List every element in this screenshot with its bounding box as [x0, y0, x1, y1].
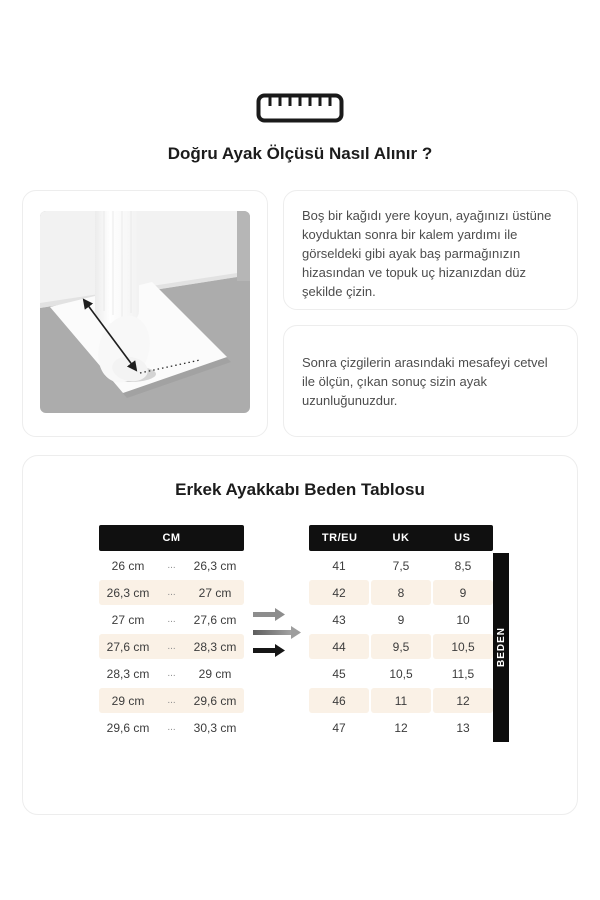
intl-table-row — [309, 580, 493, 605]
cm-table-row — [99, 580, 244, 605]
cm-table-body — [99, 553, 244, 740]
cm-table-row — [99, 688, 244, 713]
cm-to-value: 28,3 cm — [193, 639, 237, 654]
step-1-text: Boş bir kağıdı yere koyun, ayağınızı üstüne koyduktan sonra bir kalem yardımı ile görseldeki gibi ayak baş parmağınızın hizasından ve topuk uç hizanızdan düz şekilde çizin. — [302, 208, 552, 299]
us-value: 11,5 — [433, 661, 493, 686]
uk-value: 10,5 — [371, 661, 431, 686]
cm-range-separator: ... — [167, 614, 176, 625]
cm-from-value: 26 cm — [111, 558, 145, 573]
col-header-uk: UK — [392, 532, 410, 544]
tr-eu-value: 42 — [309, 580, 369, 605]
cm-to-value: 29 cm — [198, 666, 232, 681]
cm-range-separator: ... — [167, 722, 176, 733]
foot-measure-photo — [40, 211, 250, 413]
cm-from-value: 26,3 cm — [106, 585, 150, 600]
cm-range-separator: ... — [167, 641, 176, 652]
uk-value: 8 — [371, 580, 431, 605]
step-2-text: Sonra çizgilerin arasındaki mesafeyi cetvel ile ölçün, çıkan sonuç sizin ayak uzunluğunuzdur. — [302, 354, 548, 408]
cm-table-row — [99, 553, 244, 578]
us-value: 10,5 — [433, 634, 493, 659]
cm-range-separator: ... — [167, 695, 176, 706]
uk-value: 11 — [371, 688, 431, 713]
intl-table-body — [309, 553, 493, 740]
step-1-box — [283, 190, 578, 310]
cm-to-value: 30,3 cm — [193, 720, 237, 735]
intl-table-header — [309, 525, 493, 551]
step-2-box — [283, 325, 578, 437]
intl-table-row — [309, 553, 493, 578]
cm-from-value: 27,6 cm — [106, 639, 150, 654]
cm-to-value: 27 cm — [198, 585, 232, 600]
intl-table-row — [309, 607, 493, 632]
intl-table-row — [309, 661, 493, 686]
cm-table — [99, 525, 244, 742]
intl-table-row — [309, 634, 493, 659]
uk-value: 7,5 — [371, 553, 431, 578]
beden-side-bar — [493, 553, 509, 742]
cm-table-header: CM — [99, 525, 244, 551]
cm-table-row — [99, 607, 244, 632]
cm-from-value: 29,6 cm — [106, 720, 150, 735]
us-value: 10 — [433, 607, 493, 632]
size-table-title: Erkek Ayakkabı Beden Tablosu — [175, 480, 425, 499]
tr-eu-value: 46 — [309, 688, 369, 713]
cm-range-separator: ... — [167, 560, 176, 571]
cm-from-value: 27 cm — [111, 612, 145, 627]
ruler-icon — [256, 93, 344, 123]
col-header-tr-eu: TR/EU — [321, 532, 358, 544]
us-value: 12 — [433, 688, 493, 713]
page-title: Doğru Ayak Ölçüsü Nasıl Alınır ? — [167, 144, 433, 163]
tr-eu-value: 47 — [309, 715, 369, 740]
cm-table-row — [99, 661, 244, 686]
tr-eu-value: 44 — [309, 634, 369, 659]
transfer-arrows-icon — [251, 606, 309, 660]
tr-eu-value: 41 — [309, 553, 369, 578]
col-header-us: US — [454, 532, 471, 544]
us-value: 13 — [433, 715, 493, 740]
intl-table-row — [309, 715, 493, 740]
us-value: 9 — [433, 580, 493, 605]
cm-table-row — [99, 715, 244, 740]
cm-from-value: 28,3 cm — [106, 666, 150, 681]
cm-from-value: 29 cm — [111, 693, 145, 708]
intl-size-table — [309, 525, 493, 742]
cm-to-value: 29,6 cm — [193, 693, 237, 708]
cm-to-value: 26,3 cm — [193, 558, 237, 573]
cm-range-separator: ... — [167, 668, 176, 679]
intl-table-row — [309, 688, 493, 713]
size-table-card — [22, 455, 578, 815]
us-value: 8,5 — [433, 553, 493, 578]
uk-value: 9,5 — [371, 634, 431, 659]
cm-table-row — [99, 634, 244, 659]
foot-measure-photo-card — [22, 190, 268, 437]
tr-eu-value: 43 — [309, 607, 369, 632]
cm-to-value: 27,6 cm — [193, 612, 237, 627]
uk-value: 12 — [371, 715, 431, 740]
beden-label: BEDEN — [495, 627, 507, 668]
cm-range-separator: ... — [167, 587, 176, 598]
uk-value: 9 — [371, 607, 431, 632]
tr-eu-value: 45 — [309, 661, 369, 686]
